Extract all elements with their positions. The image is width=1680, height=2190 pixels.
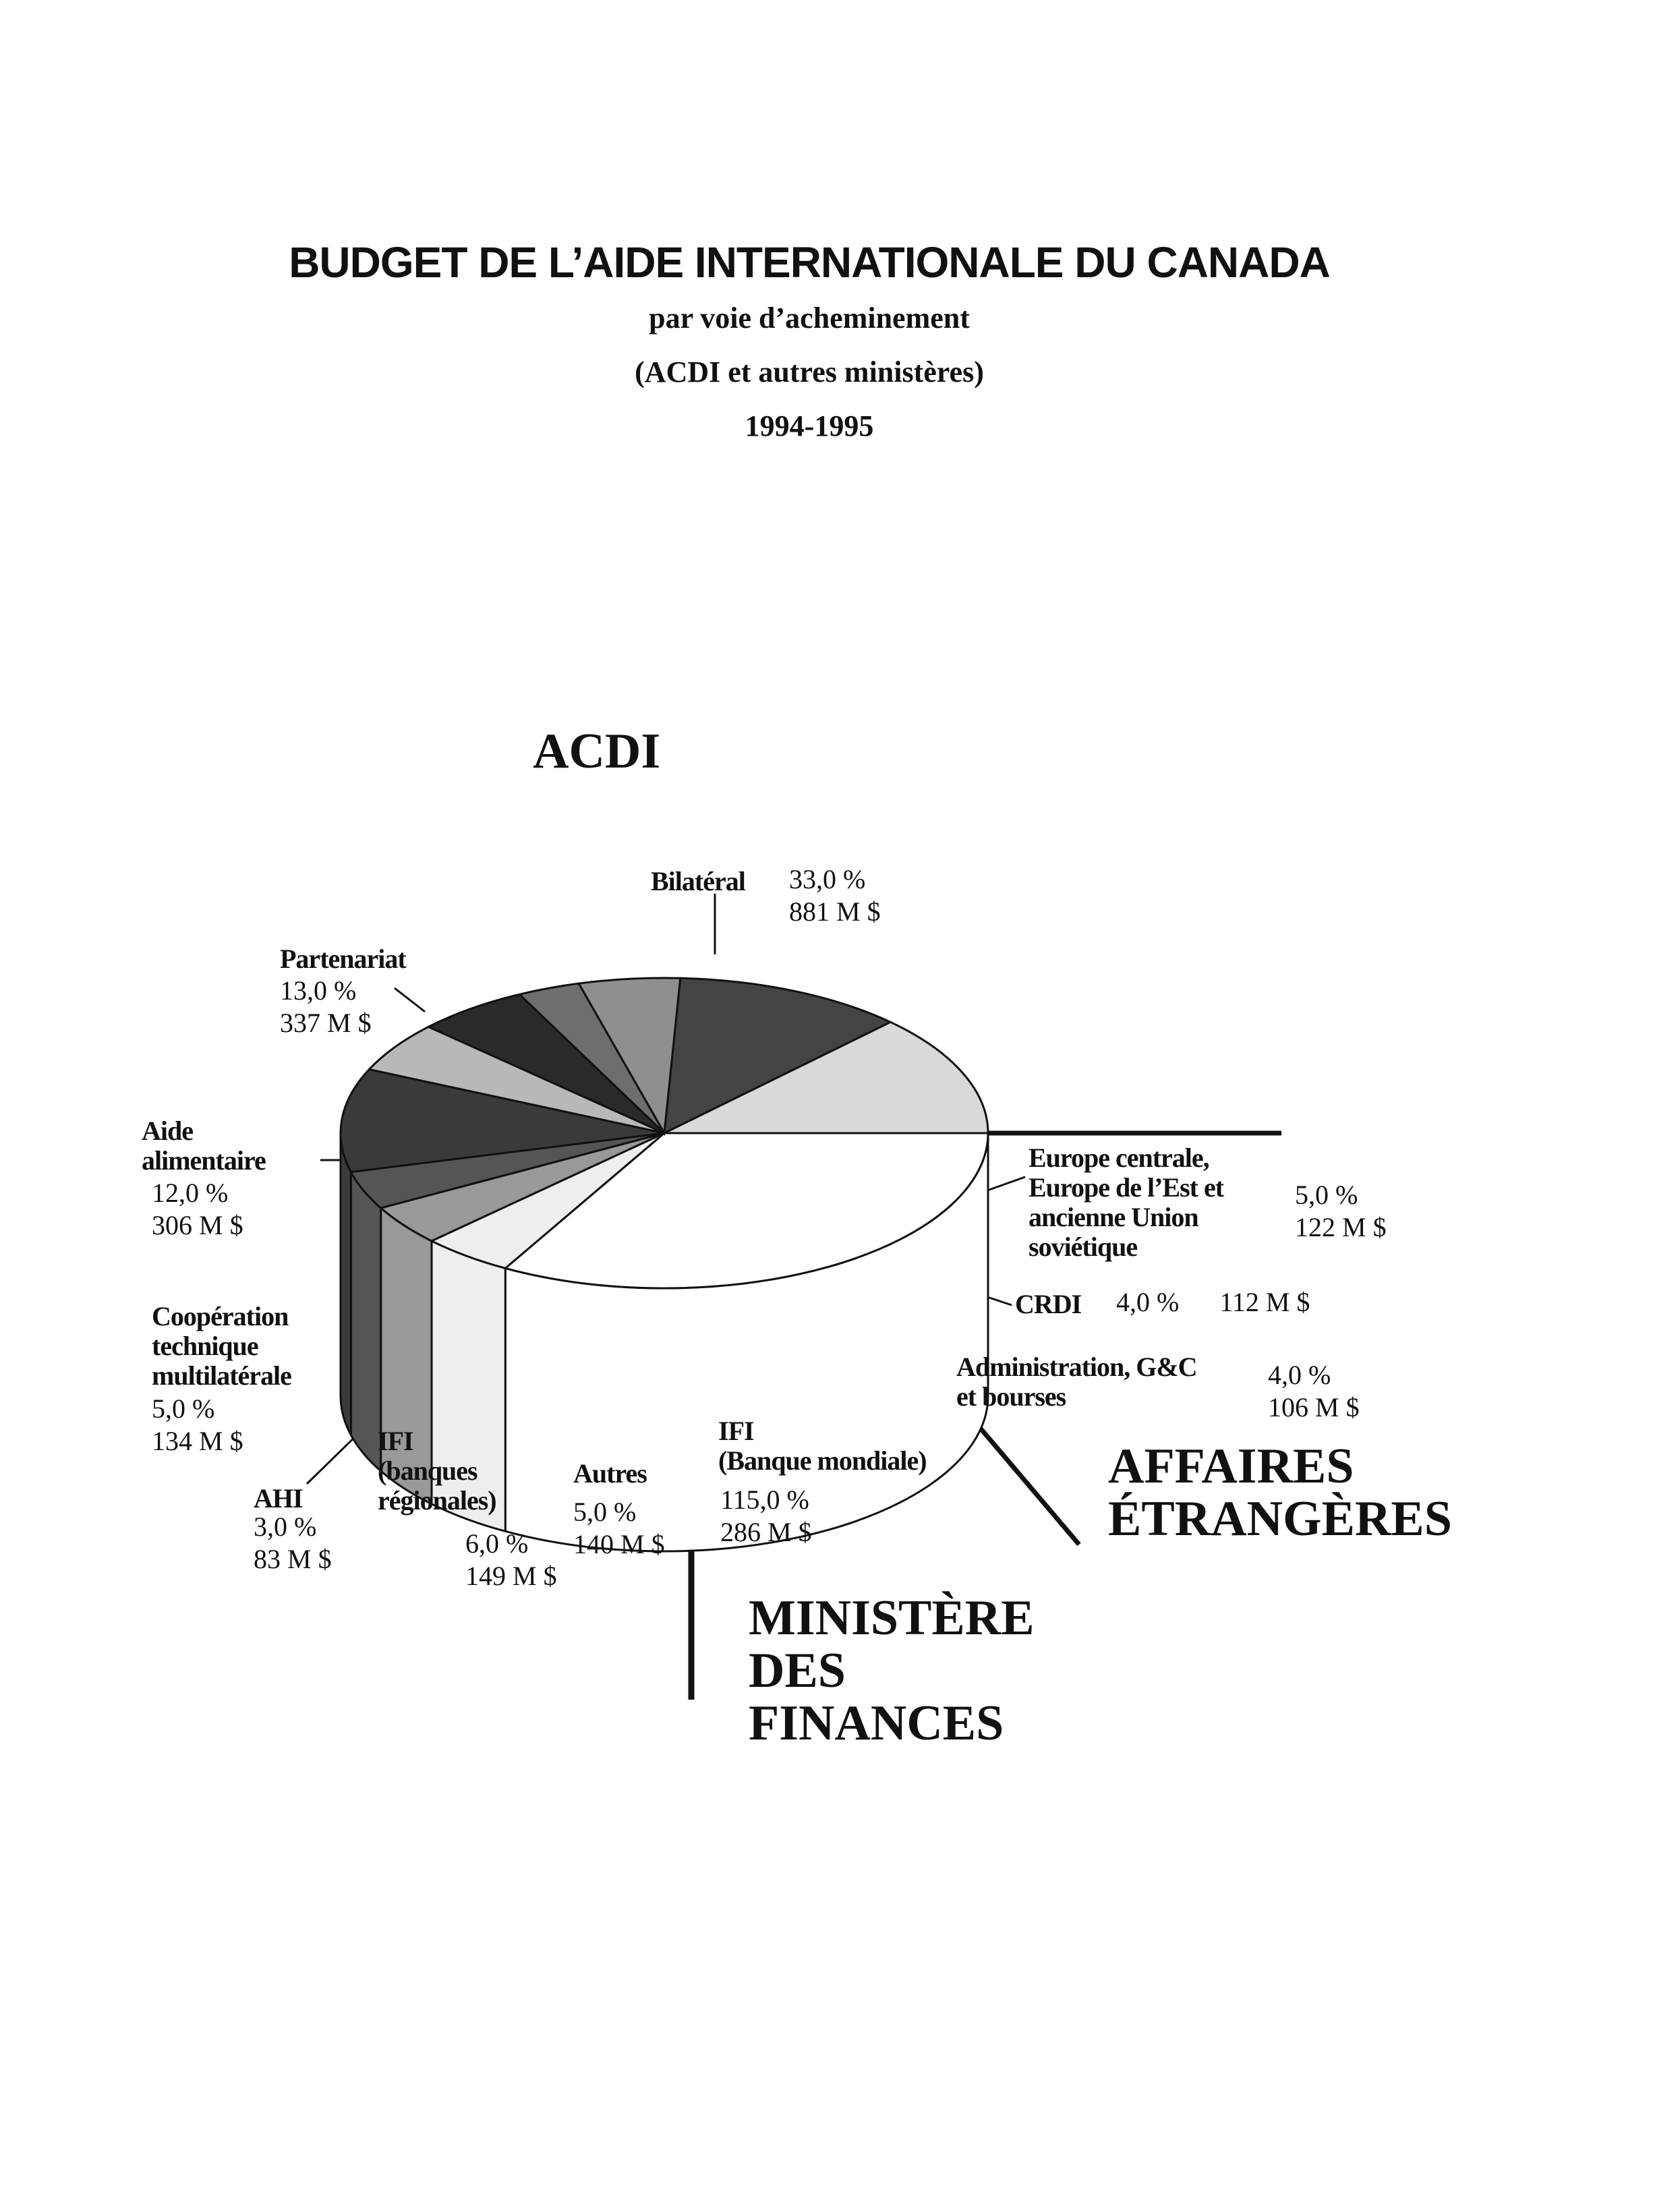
slice-label-line: AHI: [254, 1483, 303, 1514]
slice-values-europe-centrale-europe-de-l-est-et-ancienne-union-sovietique: [1295, 1179, 1387, 1244]
slice-label-bilateral: [651, 867, 745, 896]
slice-label-line: Europe de l’Est et: [1029, 1172, 1224, 1203]
chart-subtitle-years: 1994-1995: [745, 409, 874, 442]
slice-percent: 4,0 %: [1268, 1360, 1331, 1390]
pie-side-administration-g-c-et-bourses: [351, 1172, 380, 1471]
slice-amount: 134 M $: [152, 1426, 243, 1456]
slice-label-line: régionales): [378, 1485, 496, 1516]
slice-label-ifi-banque-mondiale: [718, 1416, 927, 1476]
slice-label-ahi: [254, 1484, 303, 1514]
group-label-affaires-line-2: ÉTRANGÈRES: [1108, 1491, 1452, 1547]
slice-percent: 5,0 %: [1295, 1180, 1358, 1210]
slice-values-ifi-banque-mondiale: [720, 1484, 812, 1549]
slice-values-aide-alimentaire: [152, 1177, 243, 1242]
chart-title: BUDGET DE L’AIDE INTERNATIONALE DU CANADA: [289, 238, 1330, 287]
chart-subtitle-agencies: (ACDI et autres ministères): [635, 355, 984, 388]
slice-label-line: technique: [152, 1331, 258, 1361]
pie-side-ifi-banque-mondiale: [341, 1133, 351, 1435]
slice-amount: 106 M $: [1268, 1392, 1360, 1422]
slice-values-administration-g-c-et-bourses: [1268, 1359, 1360, 1424]
slice-amount: 112 M $: [1219, 1287, 1310, 1317]
slice-label-partenariat: [280, 944, 406, 974]
slice-percent: 13,0 %: [280, 975, 357, 1006]
group-label-affaires-line-1: AFFAIRES: [1108, 1439, 1354, 1494]
slice-label-line: CRDI: [1015, 1289, 1082, 1319]
slice-amount: 286 M $: [720, 1517, 812, 1547]
slice-values-autres: [573, 1496, 665, 1561]
slice-amount: 881 M $: [789, 896, 881, 927]
slice-values-bilateral: [789, 863, 881, 928]
slice-label-aide-alimentaire: [142, 1116, 266, 1176]
slice-label-line: IFI: [378, 1426, 413, 1456]
group-label-finances-line-2: DES: [749, 1643, 846, 1698]
slice-values-ahi: [254, 1511, 332, 1576]
slice-label-ifi-banques-regionales: [378, 1427, 496, 1516]
slice-label-line: soviétique: [1029, 1232, 1138, 1262]
slice-label-line: multilatérale: [152, 1360, 291, 1391]
slice-percent: 5,0 %: [573, 1497, 637, 1527]
slice-label-line: Aide: [142, 1116, 193, 1146]
slice-amount: 306 M $: [152, 1210, 243, 1240]
group-label-finances-line-3: FINANCES: [749, 1696, 1004, 1751]
slice-label-administration-g-c-et-bourses: [956, 1352, 1197, 1412]
leader-line-partenariat: [395, 988, 425, 1012]
slice-label-line: (Banque mondiale): [718, 1445, 927, 1476]
slice-percent: 6,0 %: [465, 1528, 529, 1559]
chart-subtitle-channel: par voie d’acheminement: [649, 301, 970, 335]
slice-label-line: Administration, G&C: [956, 1352, 1197, 1382]
slice-label-line: IFI: [718, 1416, 754, 1446]
slice-label-line: Autres: [573, 1458, 647, 1489]
slice-label-cooperation-technique-multilaterale: [152, 1302, 291, 1391]
slice-amount: 149 M $: [465, 1561, 557, 1591]
group-label-acdi: ACDI: [533, 724, 661, 779]
slice-label-line: et bourses: [956, 1381, 1066, 1412]
slice-label-line: Partenariat: [280, 944, 406, 974]
slice-label-autres: [573, 1459, 647, 1489]
slice-label-line: Bilatéral: [651, 866, 745, 896]
slice-percent: 33,0 %: [789, 864, 866, 894]
slice-percent: 115,0 %: [720, 1485, 809, 1515]
slice-values-ifi-banques-regionales: [465, 1528, 557, 1592]
slice-label-europe-centrale-europe-de-l-est-et-ancienne-union-sovietique: [1029, 1143, 1223, 1262]
slice-values-crdi: [1116, 1286, 1310, 1319]
slice-label-line: alimentaire: [142, 1145, 266, 1176]
slice-label-crdi: [1015, 1290, 1081, 1319]
slice-label-line: ancienne Union: [1029, 1202, 1198, 1232]
slice-amount: 122 M $: [1295, 1212, 1387, 1242]
slice-label-line: Europe centrale,: [1029, 1143, 1209, 1173]
slice-label-line: Coopération: [152, 1301, 289, 1331]
slice-amount: 140 M $: [573, 1529, 665, 1559]
slice-values-partenariat: [280, 975, 372, 1039]
pie-top-face: [341, 978, 988, 1288]
slice-percent: 5,0 %: [152, 1393, 215, 1424]
slice-values-cooperation-technique-multilaterale: [152, 1393, 243, 1458]
group-label-finances-line-1: MINISTÈRE: [749, 1590, 1035, 1646]
slice-percent: 3,0 %: [254, 1511, 317, 1542]
slice-amount: 337 M $: [280, 1008, 372, 1038]
slice-percent: 4,0 %: [1116, 1287, 1180, 1317]
slice-percent: 12,0 %: [152, 1178, 229, 1208]
slice-label-line: (banques: [378, 1456, 477, 1486]
slice-amount: 83 M $: [254, 1544, 332, 1574]
